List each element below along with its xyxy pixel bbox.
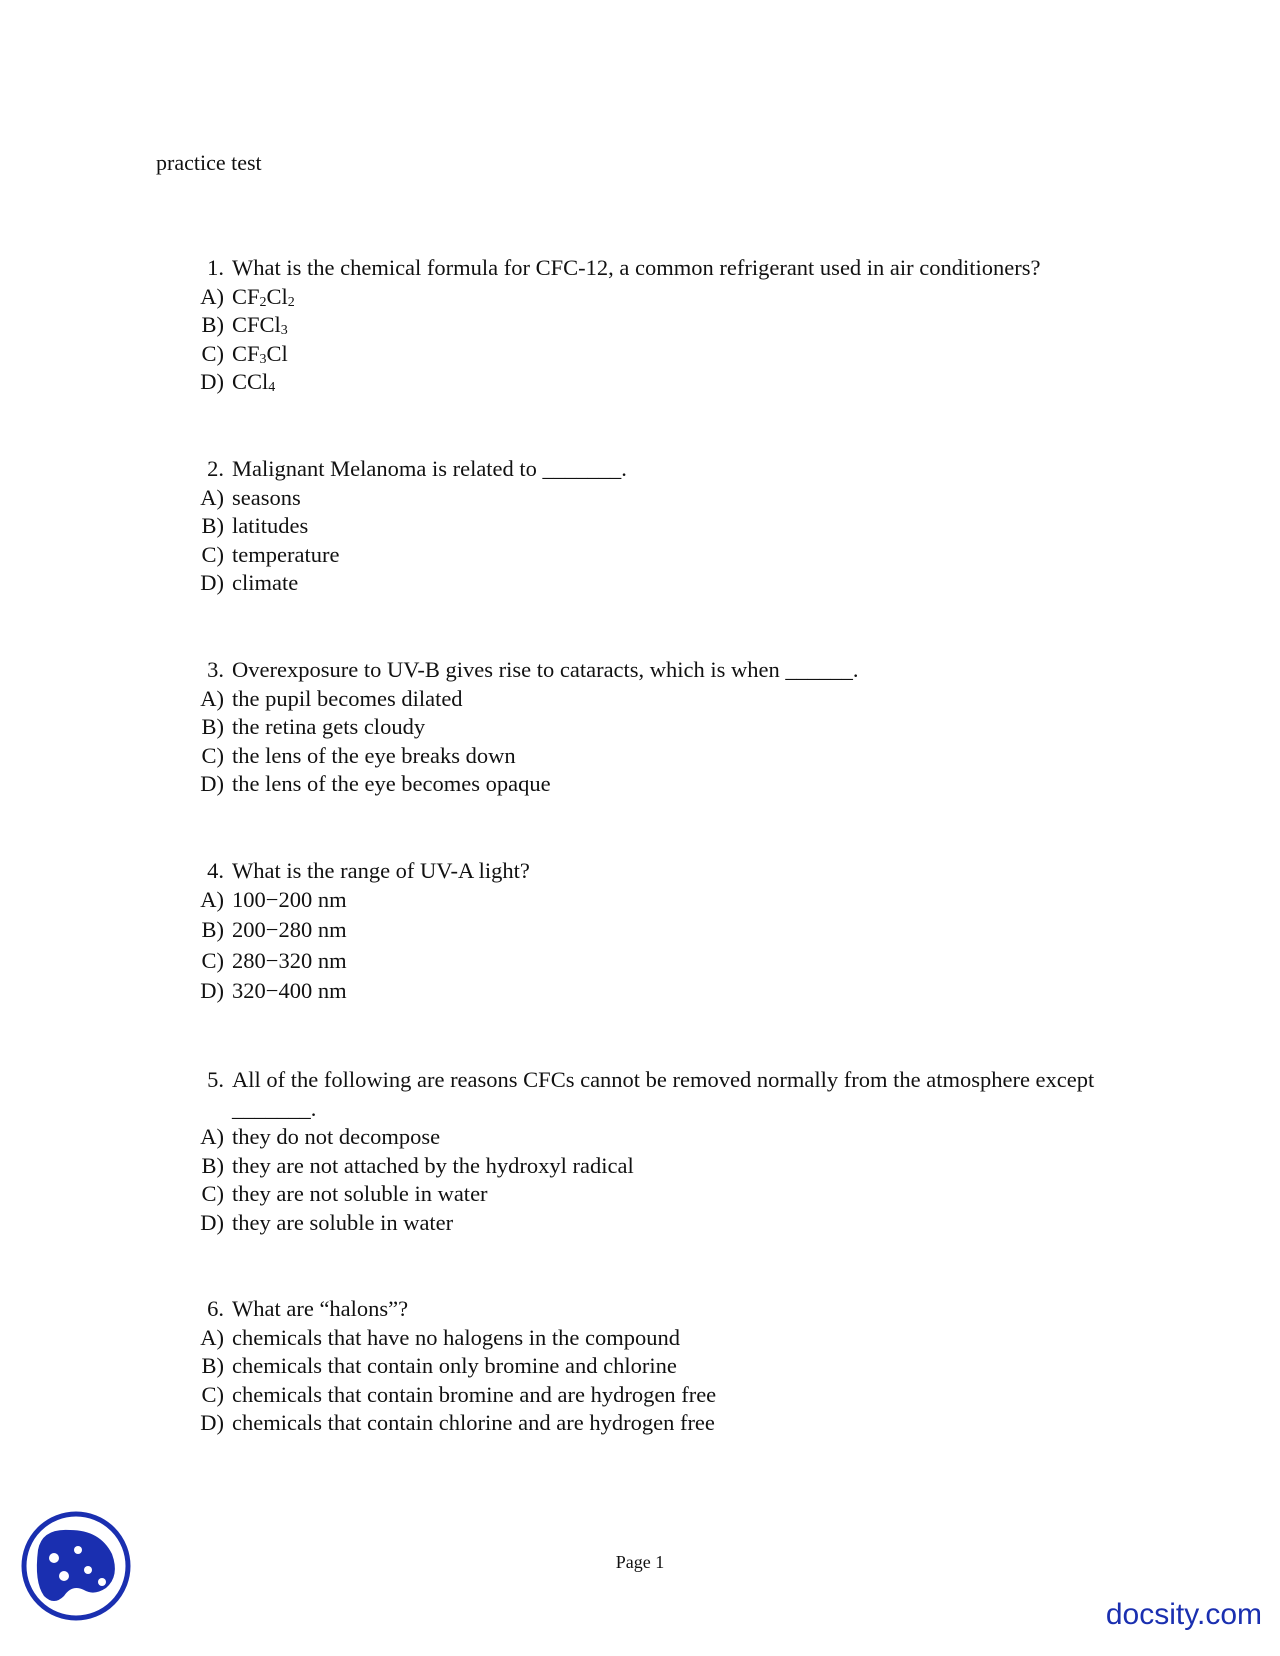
option-label: B) — [201, 714, 224, 739]
option-b — [190, 311, 1130, 340]
option-label: B) — [201, 312, 224, 337]
option-text: 100−200 nm — [232, 886, 347, 912]
question-text: What are “halons”? — [232, 1296, 409, 1321]
option-b — [190, 713, 1130, 742]
option-a — [190, 1324, 1130, 1353]
option-label: B) — [201, 1353, 224, 1378]
option-d — [190, 1209, 1130, 1238]
option-label: B) — [201, 917, 224, 942]
option-c — [190, 340, 1130, 369]
option-c — [190, 1381, 1130, 1410]
option-a — [190, 685, 1130, 714]
option-text: the lens of the eye breaks down — [232, 742, 516, 768]
option-label: D) — [200, 978, 224, 1003]
option-text: chemicals that contain only bromine and chlorine — [232, 1353, 677, 1378]
option-label: C) — [201, 541, 224, 567]
option-text: the lens of the eye becomes opaque — [232, 771, 551, 796]
option-b — [190, 1352, 1130, 1381]
question-text: What is the chemical formula for CFC-12, a common refrigerant used in air conditioners? — [232, 255, 1041, 280]
option-text: the retina gets cloudy — [232, 714, 426, 739]
option-label: A) — [200, 283, 224, 309]
question-text: Overexposure to UV-B gives rise to cataracts, which is when ______. — [232, 657, 859, 682]
option-text: they do not decompose — [232, 1124, 441, 1149]
option-d — [190, 770, 1130, 799]
option-text: they are not soluble in water — [232, 1181, 488, 1206]
option-label: C) — [201, 1381, 224, 1407]
question-text: Malignant Melanoma is related to _______. — [232, 456, 627, 481]
option-text: 320−400 nm — [232, 978, 347, 1003]
option-label: C) — [201, 742, 224, 768]
option-d — [190, 1409, 1130, 1438]
option-text: CFCl$_3$ — [232, 312, 288, 338]
question-5 — [190, 1066, 1130, 1237]
question-number: 6. — [207, 1296, 224, 1321]
option-label: A) — [200, 685, 224, 711]
option-text: the pupil becomes dilated — [232, 685, 463, 711]
page-title: practice test — [156, 150, 262, 175]
option-label: A) — [200, 886, 224, 912]
page-number: Page 1 — [615, 1552, 665, 1572]
option-text: they are soluble in water — [232, 1209, 454, 1235]
question-number: 5. — [207, 1067, 224, 1092]
option-text: $CF_2Cl_2$ — [232, 283, 295, 310]
option-a — [190, 1123, 1130, 1152]
option-b — [190, 1152, 1130, 1181]
option-c — [190, 742, 1130, 771]
option-text: latitudes — [232, 513, 309, 538]
option-label: A) — [200, 1124, 224, 1149]
option-c — [190, 947, 1130, 976]
question-text: What is the range of UV-A light? — [232, 858, 530, 883]
option-text: climate — [232, 570, 299, 595]
option-a — [190, 484, 1130, 513]
option-d — [190, 977, 1130, 1006]
option-text: chemicals that have no halogens in the compound — [232, 1324, 681, 1350]
option-label: C) — [201, 947, 224, 973]
option-label: D) — [200, 1410, 224, 1435]
option-label: D) — [200, 1209, 224, 1235]
option-text: temperature — [232, 541, 340, 567]
option-label: B) — [201, 1152, 224, 1178]
option-d — [190, 569, 1130, 598]
option-label: D) — [200, 369, 224, 394]
question-2 — [190, 455, 1130, 598]
option-label: D) — [200, 771, 224, 796]
option-b — [190, 916, 1130, 945]
option-label: D) — [200, 570, 224, 595]
option-text: they are not attached by the hydroxyl radical — [232, 1152, 634, 1178]
option-b — [190, 512, 1130, 541]
option-text: 200−280 nm — [232, 917, 347, 942]
question-number: 4. — [207, 858, 224, 883]
option-label: A) — [200, 484, 224, 510]
question-4 — [190, 857, 1130, 1008]
question-text: All of the following are reasons CFCs cannot be removed normally from the atmosphere except _______. — [232, 1067, 1095, 1121]
question-number: 3. — [207, 657, 224, 682]
option-d — [190, 368, 1130, 397]
option-label: C) — [201, 340, 224, 366]
option-c — [190, 541, 1130, 570]
question-number: 2. — [207, 456, 224, 481]
option-c — [190, 1180, 1130, 1209]
option-a — [190, 886, 1130, 915]
option-label: C) — [201, 1181, 224, 1206]
option-text: chemicals that contain chlorine and are hydrogen free — [232, 1410, 715, 1435]
question-6 — [190, 1295, 1130, 1438]
option-label: B) — [201, 513, 224, 538]
question-number: 1. — [207, 255, 224, 280]
question-3 — [190, 656, 1130, 799]
option-text: 280−320 nm — [232, 947, 347, 973]
brand-link[interactable]: docsity.com — [1105, 1598, 1262, 1631]
question-1 — [190, 254, 1130, 397]
option-a — [190, 283, 1130, 312]
option-text: CCl$_4$ — [232, 369, 276, 395]
option-text: $CF_3Cl$ — [232, 340, 288, 367]
option-text: chemicals that contain bromine and are hydrogen free — [232, 1381, 717, 1407]
option-label: A) — [200, 1324, 224, 1350]
option-text: seasons — [232, 484, 301, 510]
